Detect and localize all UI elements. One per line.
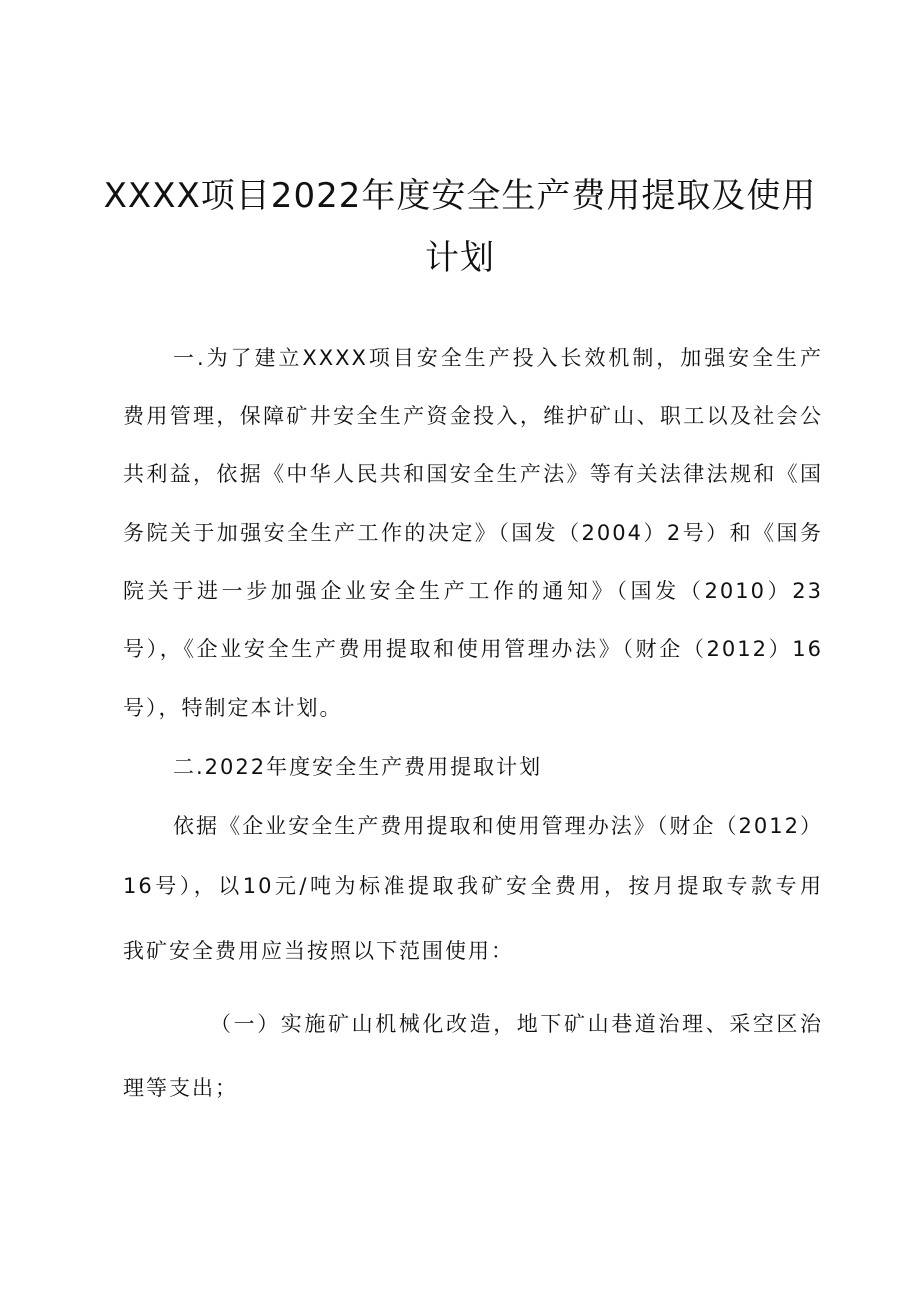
- section2-line-1: 依据《企业安全生产费用提取和使用管理办法》（财企（2012）: [173, 814, 823, 838]
- item1-line-1: （一）实施矿山机械化改造，地下矿山巷道治理、采空区治: [210, 1012, 823, 1036]
- document-title-line-1: XXXX项目2022年度安全生产费用提取及使用: [103, 176, 817, 216]
- section1-line-7: 号），特制定本计划。: [123, 696, 343, 720]
- document-title-line-2: 计划: [425, 238, 495, 278]
- section1-line-3: 共利益，依据《中华人民共和国安全生产法》等有关法律法规和《国: [123, 462, 823, 486]
- item1-line-2: 理等支出；: [123, 1076, 238, 1100]
- section1-line-2: 费用管理，保障矿井安全生产资金投入，维护矿山、职工以及社会公: [123, 404, 823, 428]
- section2-heading: 二.2022年度安全生产费用提取计划: [173, 755, 543, 779]
- section1-line-6: 号），《企业安全生产费用提取和使用管理办法》（财企（2012）16: [123, 637, 823, 661]
- section2-line-2: 16号），以10元/吨为标准提取我矿安全费用，按月提取专款专用: [123, 874, 823, 898]
- section1-line-1: 一.为了建立XXXX项目安全生产投入长效机制，加强安全生产: [173, 346, 823, 370]
- section1-line-5: 院关于进一步加强企业安全生产工作的通知》（国发（2010）23: [123, 579, 823, 603]
- section1-line-4: 务院关于加强安全生产工作的决定》（国发（2004）2号）和《国务: [123, 521, 823, 545]
- section2-line-3: 我矿安全费用应当按照以下范围使用：: [123, 939, 514, 963]
